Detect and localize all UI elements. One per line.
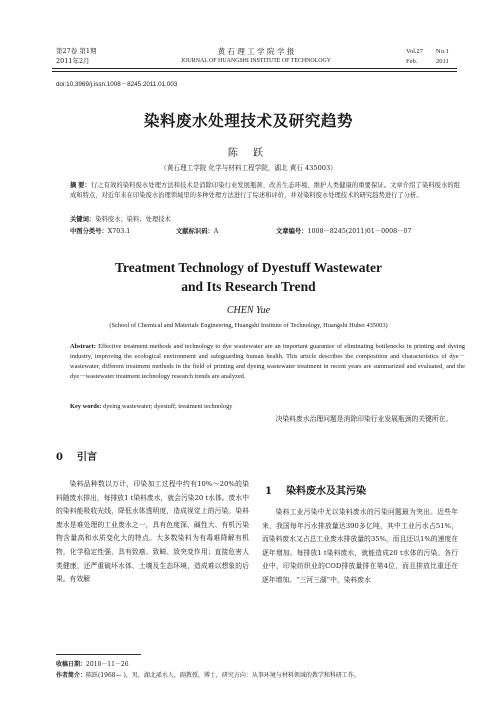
classification-line [70,226,130,235]
bio-text: 陈跃(1968— )，男，湖北浠水人，副教授，博士，研究方向：从事环境与材料领域的教学和科研工作。 [86,672,360,679]
section-0-body: 染料品种数以万计，印染加工过程中约有10%～20%的染料随废水排出，每排放1 t染料废水，就会污染20 t水体。废水中的染料能吸收光线，降低水体透明度，造成视觉上的污染。染料废水是难处理的工业废水之一，具有色度深、碱性大、有机污染物含量高和水质变化大的特点。大多数染料为有毒难降解有机物，化学稳定性强，具有致癌、致畸、致突变作用；直接危害人类健康，还严重破坏水体、土壤及生态环境，造成难以想象的后果。有效解 [56,480,249,584]
title-cn: 染料废水处理技术及研究趋势 [143,111,354,130]
clc-label: 中图分类号： [70,228,108,235]
received-label: 收稿日期： [56,662,87,668]
header-journal-cn: 黄 石 理 工 学 院 学 报 [217,47,295,56]
author-en: CHEN Yue [226,305,271,316]
document-code [176,226,218,235]
footnote-bio [56,670,360,679]
header-journal-en: JOURNAL OF HUANGSHI INSTITUTE OF TECHNOLOGY [180,58,332,64]
section-1-heading [265,482,366,497]
article-label: 文章编号： [276,228,308,235]
header-month-en: Feb. [406,58,418,65]
keywords-en [70,403,232,410]
title-en-line1: Treatment Technology of Dyestuff Wastewater [115,260,382,275]
section-0-title: 引言 [76,452,97,463]
doc-label: 文献标识码： [176,228,214,235]
section-1-number: 1 [265,486,272,497]
received-date: 2010－11－26 [86,661,129,668]
section-1-title: 染料废水及其污染 [285,486,366,497]
section-1-body: 染料工业污染中尤以染料废水的污染问题最为突出。近些年来，我国每年污水排放量达390多亿吨，其中工业污水占51%，而染料废水又占总工业废水排放量的35%，而且还以1%的速度在逐年增加。每排放1 t染料废水，就能造成20 t水体的污染。各行业中，印染纺织业的COD排放量排在第4位，而且排放比重还在逐年增加。“三河三湖”中，染料废水 [262,508,458,584]
doi: doi:10.3969/j.issn.1008－8245.2011.01.003 [56,81,178,88]
keywords-cn-label: 关键词： [70,216,96,223]
abstract-en [70,342,465,382]
keywords-en-label: Key words: [70,403,102,410]
keywords-cn-text: 染料废水；染料；处理技术 [95,216,171,223]
author-cn: 陈 跃 [227,148,270,159]
footnote-rule [56,654,141,655]
affiliation-en: (School of Chemical and Materials Engineering, Huangshi Institute of Technology, Huangshi Hubei 435003) [109,322,388,329]
article-number [276,226,411,235]
section-0-number: 0 [56,452,63,463]
footnote-received [56,659,129,668]
header-rule-thin [52,71,457,72]
header-date: 2011年2月 [56,57,90,65]
clc-value: X703.1 [107,228,131,235]
title-en-line2: and Its Research Trend [181,279,316,294]
section-0-heading [56,448,97,463]
abstract-cn-label: 摘 要： [70,182,91,189]
header-vol-en: Vol.27 [406,48,424,55]
keywords-en-text: dyeing wastewater; dyestuff; treatment technology [103,403,233,410]
abstract-cn [70,181,460,201]
bio-label: 作者简介： [56,673,87,679]
header-rule-thick [52,68,457,69]
header-year-en: 2011 [436,58,449,65]
abstract-en-label: Abstract: [70,343,96,350]
doc-value: A [213,228,219,235]
right-column-continuation: 决染料废水治理问题是消除印染行业发展瓶颈的关键所在。 [275,415,453,423]
header-no-en: No.1 [436,48,449,55]
affiliation-cn: （黄石理工学院 化学与材料工程学院，湖北 黄石 435003） [160,164,337,172]
abstract-cn-text: 行之有效的染料废水处理方法和技术是消除印染行业发展瓶颈、改善生态环境、维护人类健康的重要保证。文章介绍了染料废水的组成和特点，对近年来在印染废水治理领域里的多种处理方法进行了综述和评价，并对染料废水处理技术的研究趋势进行了分析。 [70,182,461,199]
abstract-en-text: Effective treatment methods and technology to dye wastewater are an important guarantee of eliminating bottlenecks in printing and dyeing industry, improving the ecological environment and safeguarding human health. This article describes the composition and characteristics of dye－wastewater, different treatment methods in the field of printing and dyeing wastewater treatment in recent years are summarized and evaluated, and the dye－wastewater treatment technology research trends are analyzed. [70,343,465,380]
header-volume-issue: 第27卷 第1期 [56,47,97,55]
article-value: 1008－8245(2011)01－0008－07 [307,228,412,235]
keywords-cn [70,214,171,223]
